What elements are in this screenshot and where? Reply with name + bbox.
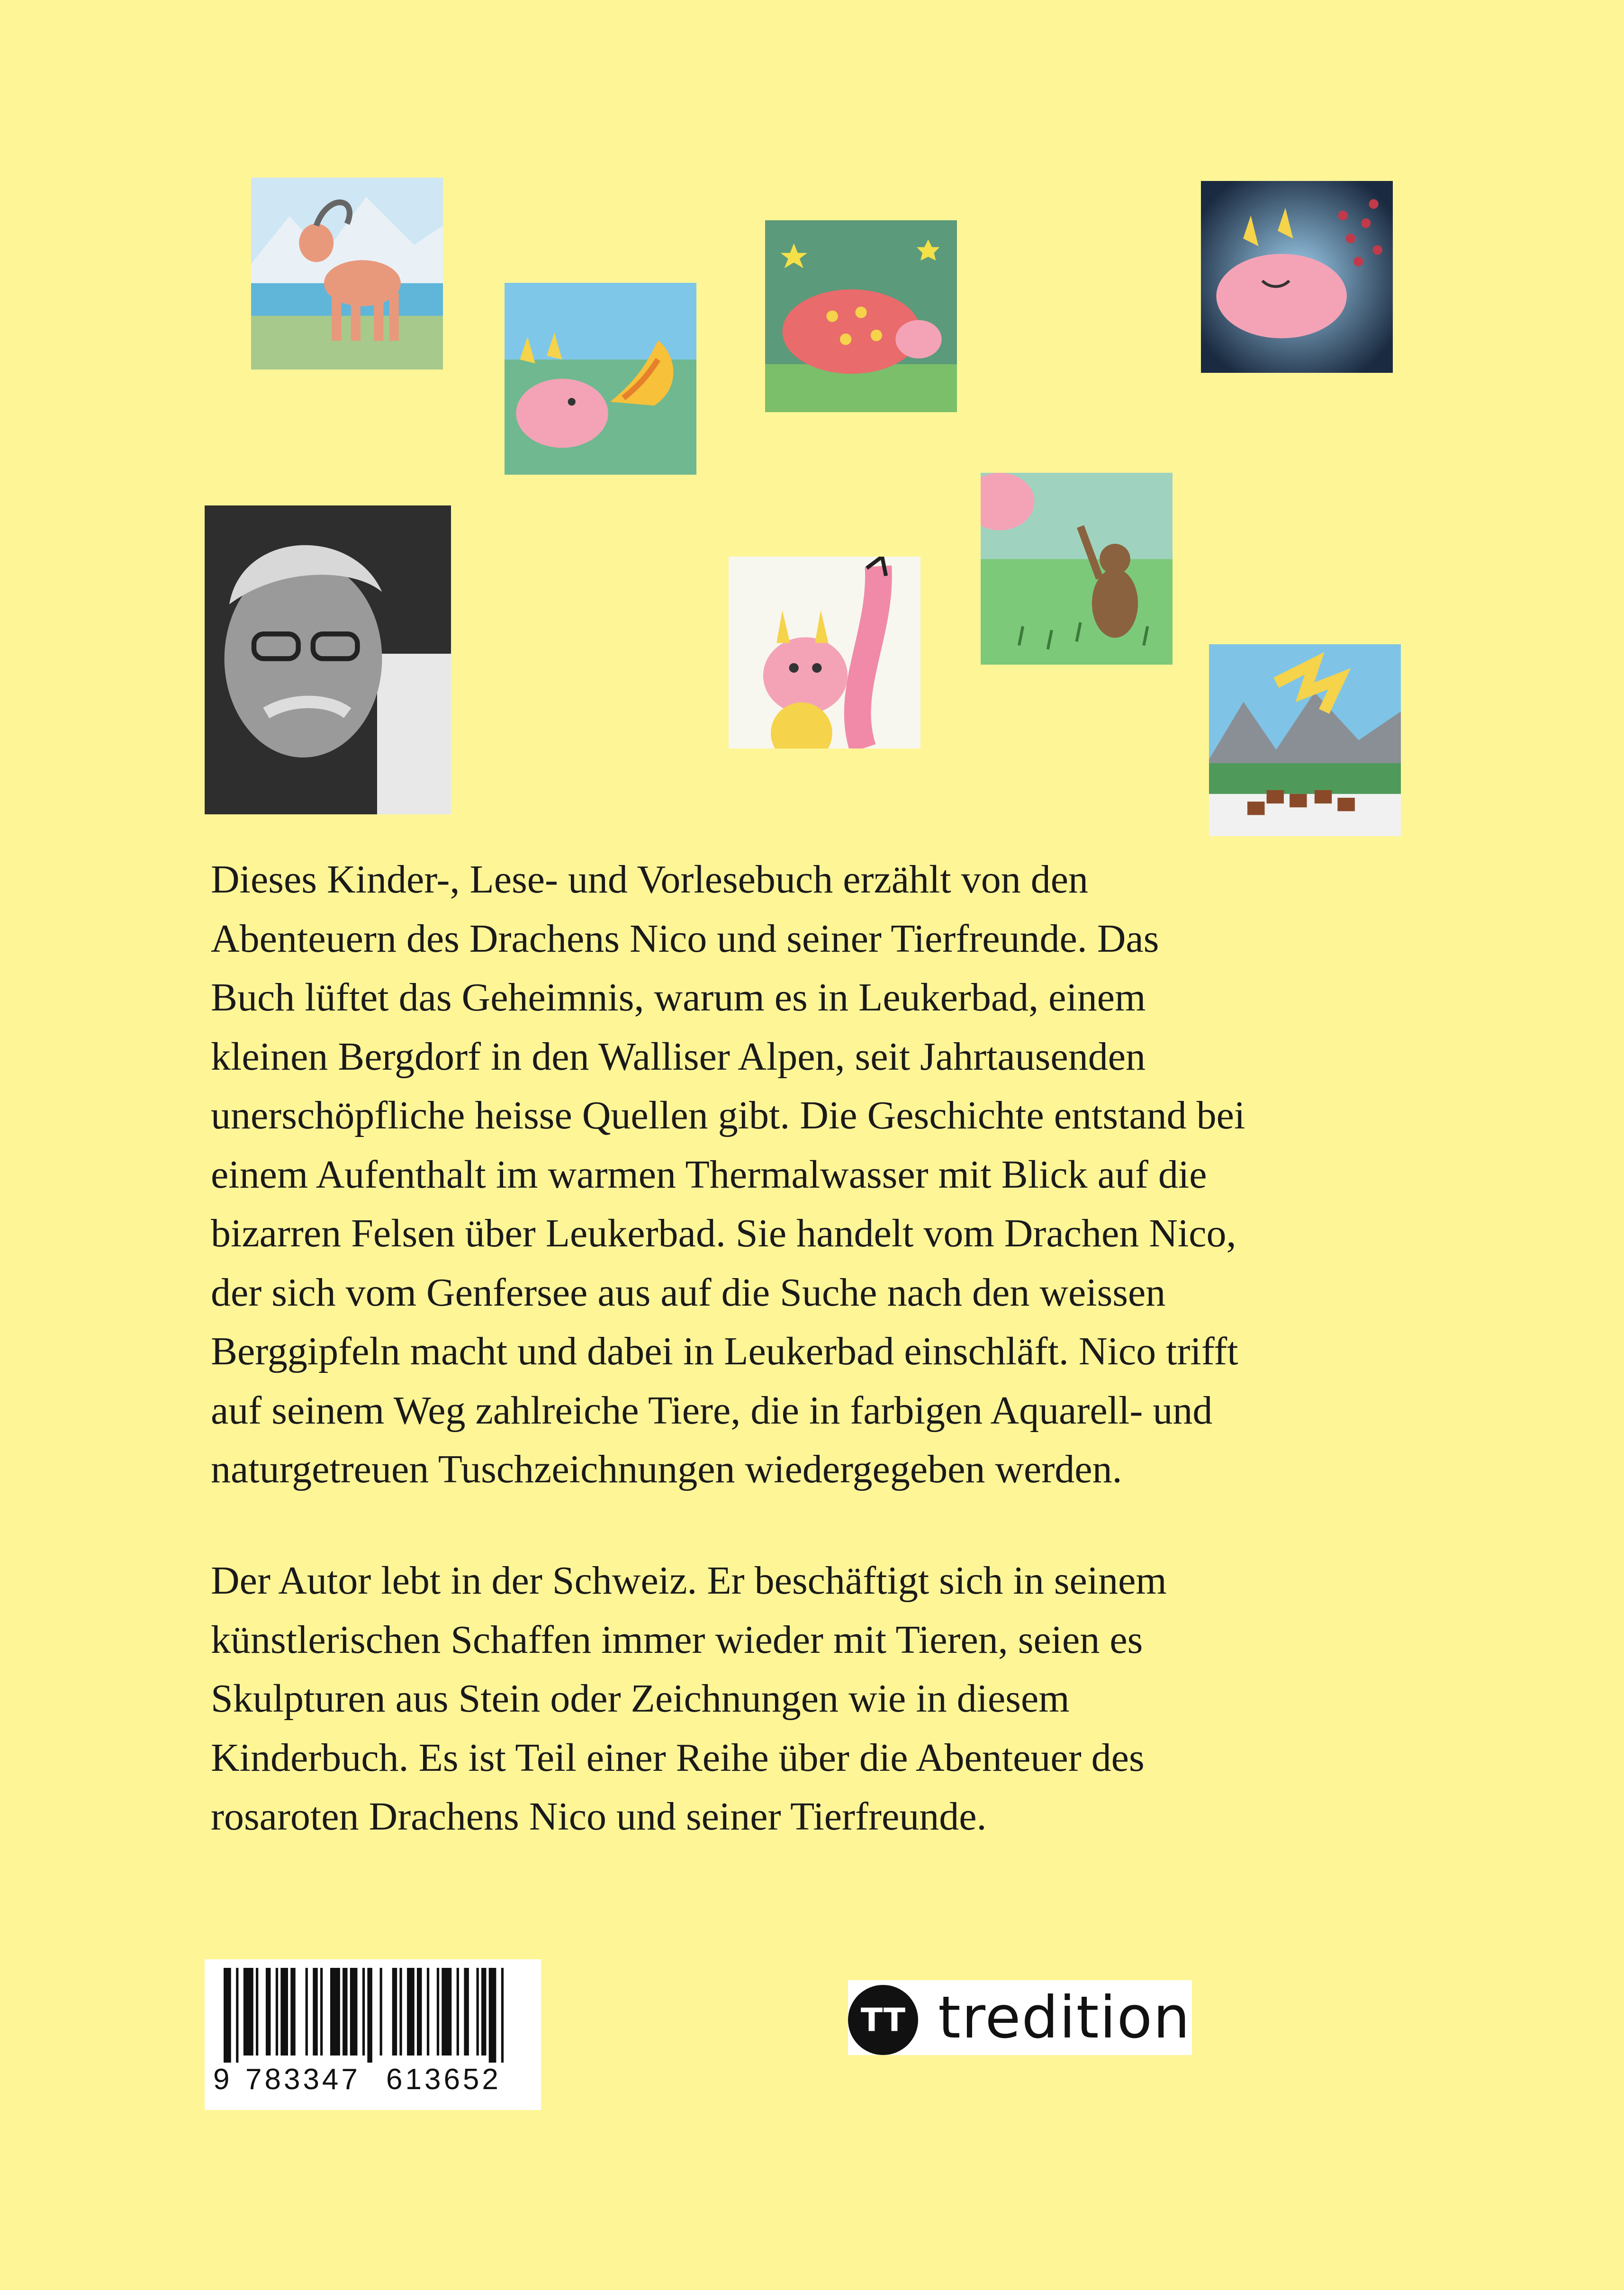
barcode-bar (306, 1968, 308, 2056)
barcode-bar (380, 1968, 382, 2056)
fire-breathing-dragon-illustration (505, 283, 696, 475)
barcode-digit-group: 613652 (386, 2063, 501, 2096)
barcode-bar (236, 1968, 238, 2063)
description-line: unerschöpfliche heisse Quellen gibt. Die Geschichte entstand bei (211, 1093, 1245, 1137)
barcode-bar (392, 1968, 397, 2056)
marmot-illustration (981, 473, 1173, 665)
village-mountain-illustration (1209, 644, 1401, 836)
barcode-bar (417, 1968, 422, 2056)
barcode-bar (477, 1968, 479, 2056)
barcode-bar (320, 1968, 323, 2056)
barcode-bar (501, 1968, 504, 2063)
barcode-bar (367, 1968, 372, 2063)
bio-line: rosaroten Drachens Nico und seiner Tierfreunde. (211, 1794, 987, 1839)
dragon-portrait-illustration (729, 557, 920, 748)
author-photo (205, 505, 451, 814)
barcode-bars (224, 1968, 514, 2063)
tredition-logo-icon (848, 1985, 918, 2055)
publisher-logo (848, 1980, 1192, 2055)
barcode-bar (244, 1968, 253, 2056)
barcode-bar (464, 1968, 469, 2056)
barcode-bar (343, 1968, 347, 2056)
barcode-digit-group: 783347 (245, 2063, 361, 2096)
barcode-bar (399, 1968, 402, 2056)
barcode-bar (437, 1968, 439, 2056)
publisher-name: tredition (938, 1984, 1191, 2051)
barcode-bar (427, 1968, 429, 2056)
description-line: bizarren Felsen über Leukerbad. Sie handelt vom Drachen Nico, (211, 1211, 1236, 1255)
barcode-bar (407, 1968, 415, 2056)
description-line: Buch lüftet das Geheimnis, warum es in Leukerbad, einem (211, 975, 1146, 1019)
bio-line: Skulpturen aus Stein oder Zeichnungen wie in diesem (211, 1677, 1070, 1721)
barcode-bar (362, 1968, 365, 2056)
sleeping-dragon-illustration (765, 220, 957, 412)
logo-letters: TT (860, 2001, 906, 2039)
isbn-barcode (205, 1959, 541, 2110)
barcode-bar (266, 1968, 271, 2056)
barcode-bar (256, 1968, 258, 2056)
description-line: Berggipfeln macht und dabei in Leukerbad einschläft. Nico trifft (211, 1329, 1238, 1373)
description-line: Abenteuern des Drachens Nico und seiner Tierfreunde. Das (211, 916, 1159, 961)
barcode-bar (442, 1968, 451, 2056)
ibex-illustration (251, 178, 443, 370)
description-line: naturgetreuen Tuschzeichnungen wiedergegeben werden. (211, 1447, 1122, 1491)
barcode-bar (457, 1968, 459, 2056)
dragon-with-bubbles-illustration (1201, 181, 1393, 373)
barcode-bar (313, 1968, 317, 2056)
bio-line: künstlerischen Schaffen immer wieder mit Tieren, seien es (211, 1617, 1143, 1662)
barcode-bar (489, 1968, 496, 2063)
bio-line: Kinderbuch. Es ist Teil einer Reihe über die Abenteuer des (211, 1735, 1145, 1780)
description-line: Dieses Kinder-, Lese- und Vorlesebuch erzählt von den (211, 857, 1088, 902)
barcode-bar (290, 1968, 295, 2056)
description-line: einem Aufenthalt im warmen Thermalwasser mit Blick auf die (211, 1152, 1207, 1197)
description-line: der sich vom Genfersee aus auf die Suche nach den weissen (211, 1270, 1166, 1315)
barcode-bar (350, 1968, 358, 2056)
author-bio (211, 1551, 1357, 1847)
barcode-bar (276, 1968, 278, 2056)
barcode-digits (213, 2063, 526, 2101)
description-line: kleinen Bergdorf in den Walliser Alpen, seit Jahrtausenden (211, 1034, 1146, 1079)
book-description (211, 850, 1357, 1499)
barcode-digit-group: 9 (213, 2063, 230, 2096)
barcode-bar (224, 1968, 231, 2063)
barcode-bar (481, 1968, 486, 2056)
description-line: auf seinem Weg zahlreiche Tiere, die in farbigen Aquarell- und (211, 1388, 1213, 1433)
bio-line: Der Autor lebt in der Schweiz. Er beschäftigt sich in seinem (211, 1559, 1167, 1603)
barcode-bar (280, 1968, 288, 2056)
barcode-bar (330, 1968, 340, 2056)
